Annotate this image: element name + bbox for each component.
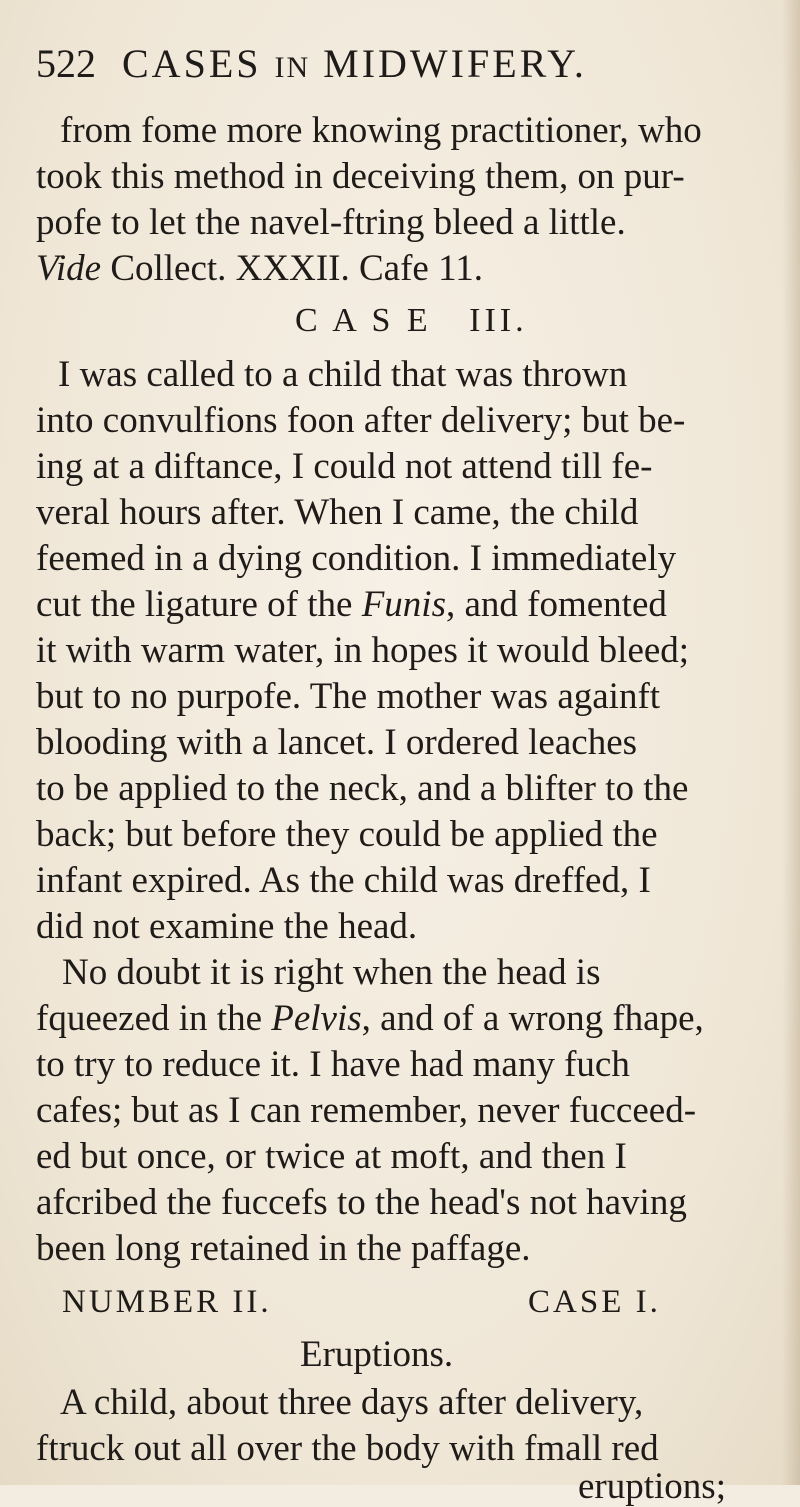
text-line: took this method in deceiving them, on pur-	[36, 156, 685, 197]
page-edge-shadow	[782, 0, 800, 1485]
text-line: A child, about three days after delivery,	[60, 1382, 644, 1423]
text-line	[36, 586, 667, 623]
text-line: been long retained in the paffage.	[36, 1228, 531, 1269]
catchword: eruptions;	[578, 1466, 726, 1507]
text-line: No doubt it is right when the head is	[62, 952, 601, 993]
text-line: did not examine the head.	[36, 906, 418, 947]
vide-italic: Vide	[36, 248, 102, 289]
running-header	[36, 40, 756, 100]
text-line: veral hours after. When I came, the child	[36, 492, 639, 533]
funis-italic: Funis	[361, 584, 446, 625]
text-span: , and fomented	[445, 584, 667, 625]
page-number: 522	[36, 41, 96, 86]
pelvis-italic: Pelvis	[271, 998, 362, 1039]
text-line: ed but once, or twice at moft, and then I	[36, 1136, 627, 1177]
text-line: back; but before they could be applied the	[36, 814, 658, 855]
text-line	[36, 250, 483, 287]
text-line: I was called to a child that was thrown	[58, 354, 628, 395]
section-title-eruptions: Eruptions.	[300, 1334, 454, 1375]
text-line: ftruck out all over the body with fmall red	[36, 1428, 659, 1469]
text-line: but to no purpofe. The mother was againft	[36, 676, 661, 717]
text-line: to try to reduce it. I have had many fuch	[36, 1044, 630, 1085]
text-line: cafes; but as I can remember, never fucceed-	[36, 1090, 697, 1131]
text-line: infant expired. As the child was dreffed, I	[36, 860, 651, 901]
text-line: feemed in a dying condition. I immediately	[36, 538, 677, 579]
header-title-midwifery: MIDWIFERY.	[323, 41, 587, 86]
text-line: to be applied to the neck, and a blifter to the	[36, 768, 689, 809]
number-heading: NUMBER II.	[62, 1284, 272, 1320]
text-line: pofe to let the navel-ftring bleed a little.	[36, 202, 626, 243]
text-line: from fome more knowing practitioner, who	[60, 110, 702, 151]
header-title-in: IN	[274, 51, 311, 84]
text-line: ing at a diftance, I could not attend till fe-	[36, 446, 653, 487]
text-line: it with warm water, in hopes it would bleed;	[36, 630, 690, 671]
text-span: cut the ligature of the	[36, 584, 362, 625]
case-heading: C A S E III.	[295, 302, 528, 339]
text-line: afcribed the fuccefs to the head's not having	[36, 1182, 687, 1223]
text-span: , and of a wrong fhape,	[361, 998, 704, 1039]
text-span: fqueezed in the	[36, 998, 272, 1039]
text-line: into convulfions foon after delivery; but be-	[36, 400, 686, 441]
case-heading-2: CASE I.	[528, 1284, 661, 1320]
header-title-cases: CASES	[122, 41, 262, 86]
collect-ref: Collect. XXXII. Cafe 11.	[101, 248, 483, 289]
text-line: blooding with a lancet. I ordered leaches	[36, 722, 638, 763]
text-line	[36, 1000, 704, 1037]
